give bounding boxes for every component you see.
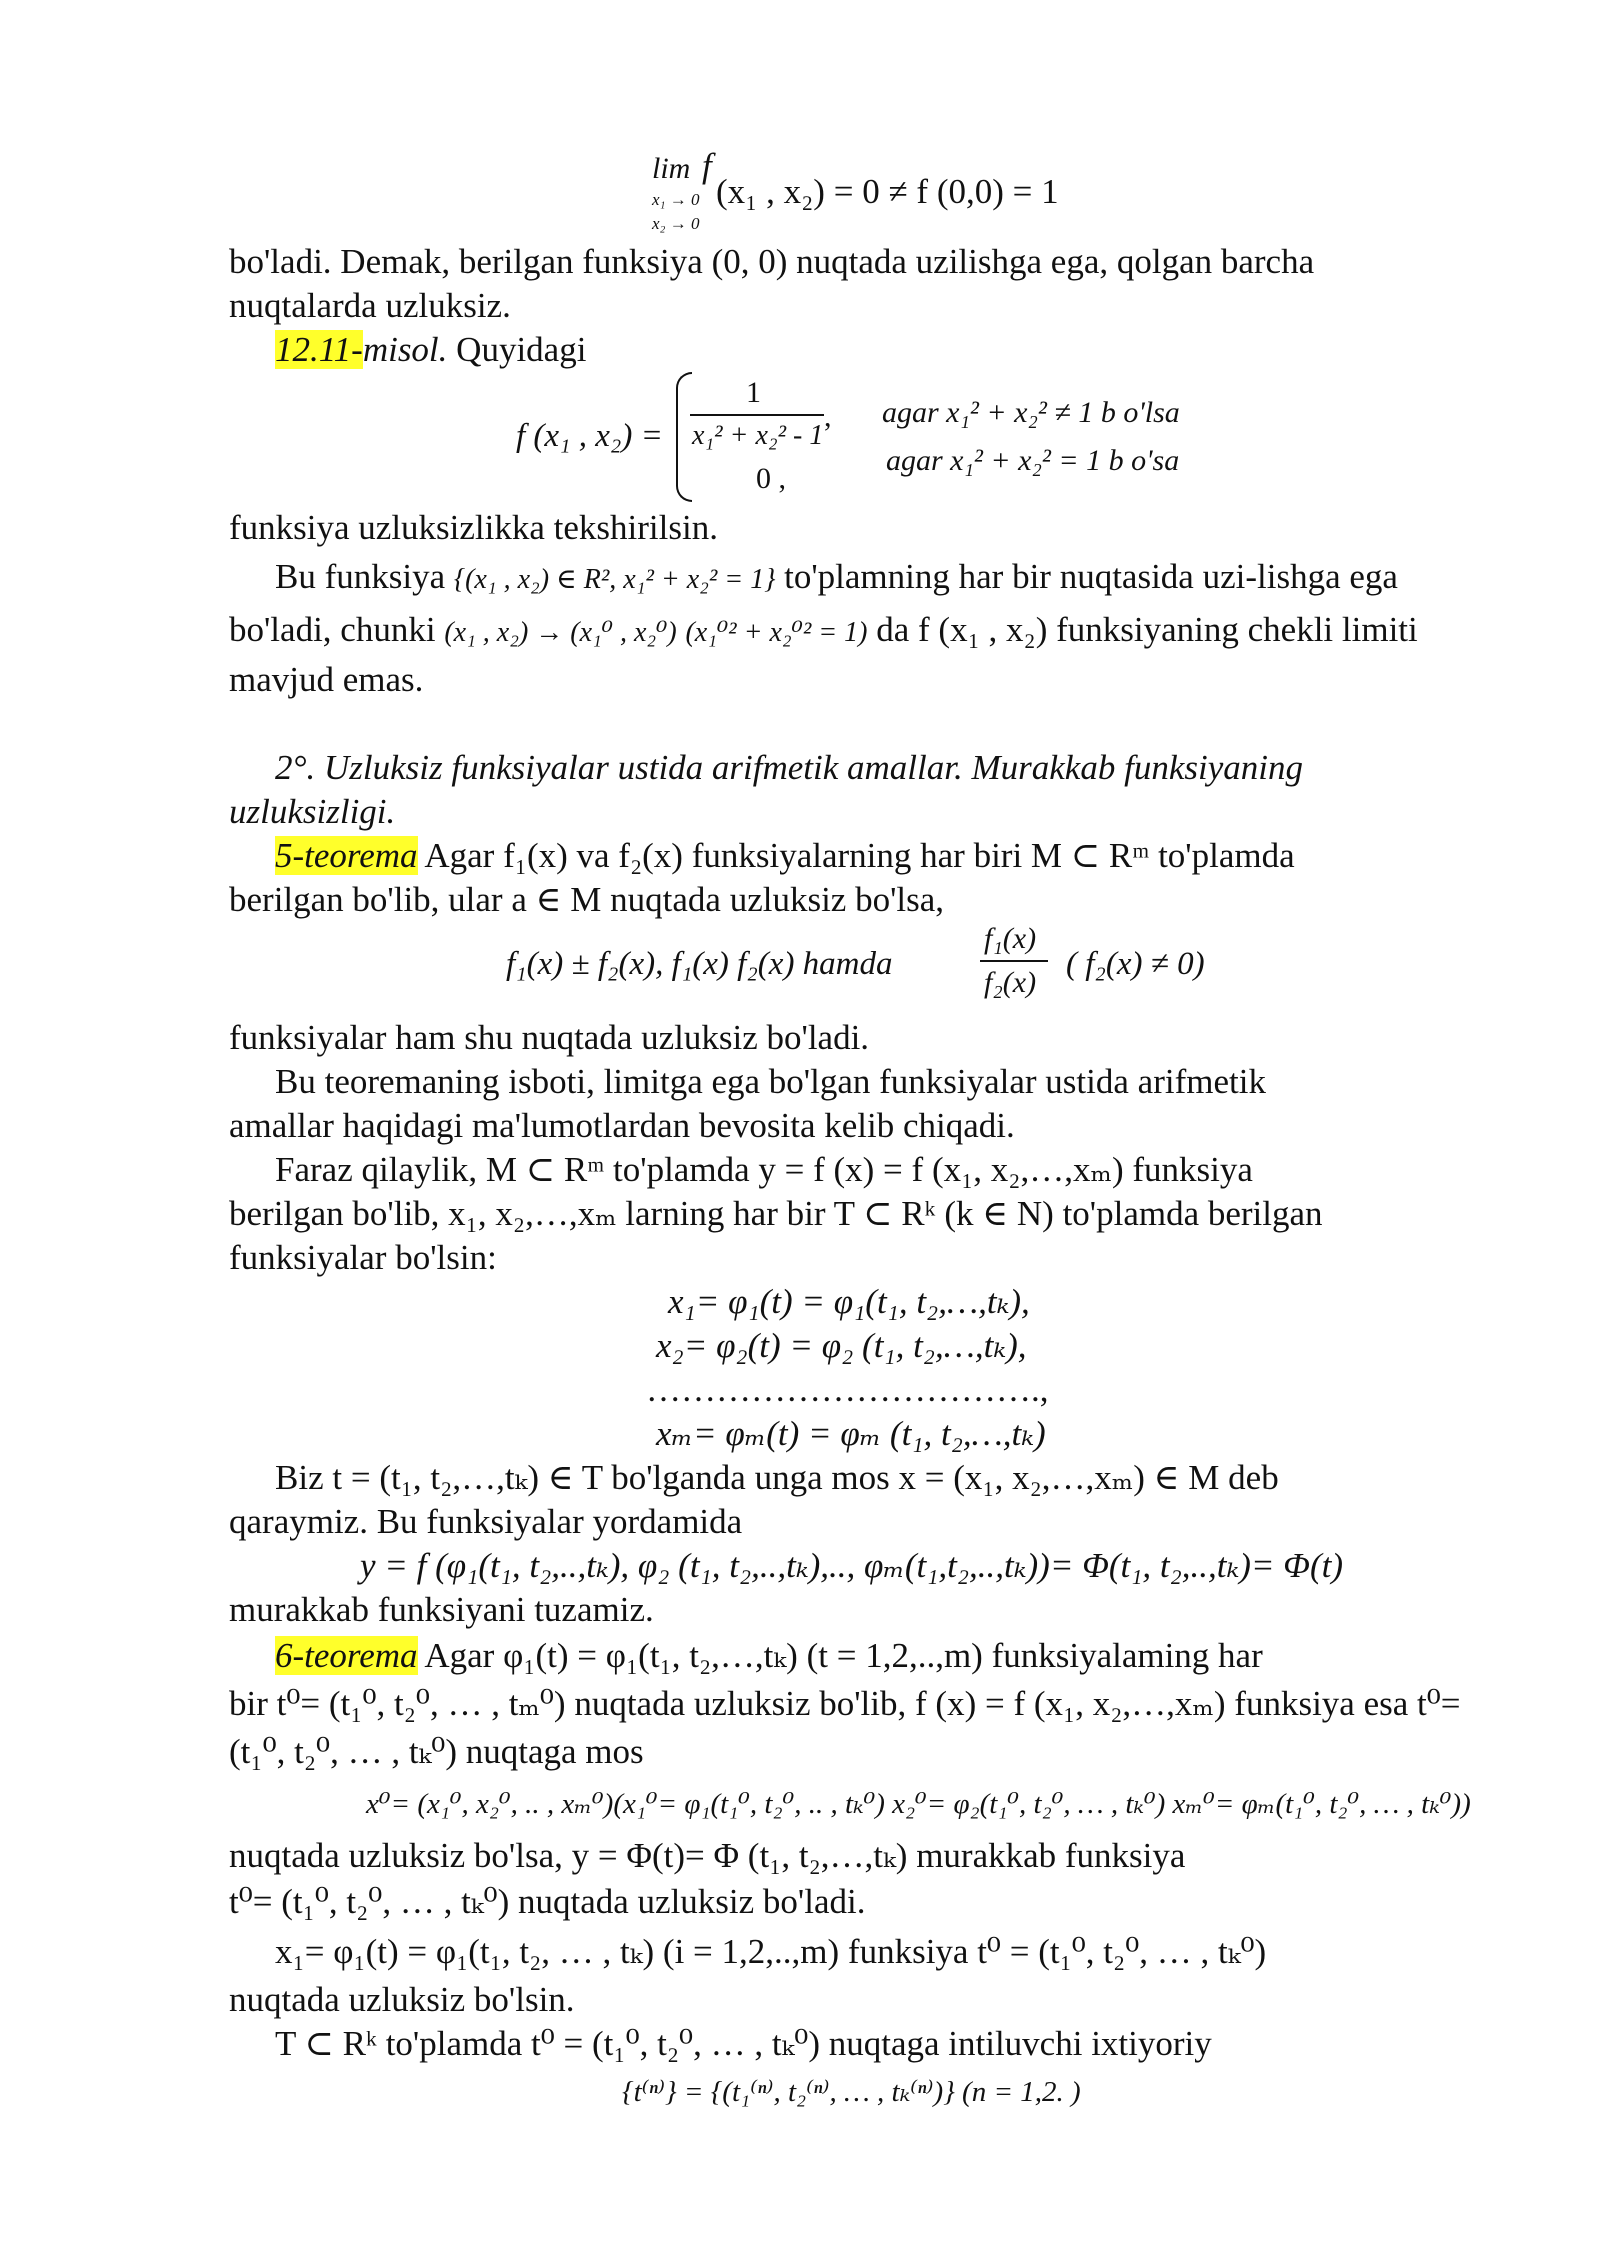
paragraph-line: x₁= φ₁(t) = φ₁(t₁, t₂, … , tₖ) (i = 1,2,..,m) funksiya t⁰ = (t₁⁰, t₂⁰, … , tₖ⁰) (275, 1932, 1267, 1971)
section-heading: uzluksizligi. (229, 792, 396, 831)
paragraph-line: nuqtalarda uzluksiz. (229, 286, 511, 325)
section-heading: 2°. Uzluksiz funksiyalar ustida arifmetik amallar. Murakkab funksiyaning (275, 748, 1303, 787)
theorem-5-line (275, 834, 1295, 878)
piecewise-condition-1: agar x₁² + x₂² ≠ 1 b o'lsa (882, 396, 1180, 429)
lim-word: lim (652, 152, 691, 185)
example-heading (275, 328, 586, 372)
paragraph-line: funksiya uzluksizlikka tekshirilsin. (229, 508, 718, 547)
lim-f: f (702, 146, 712, 185)
formula-left: f₁(x) ± f₂(x), f₁(x) f₂(x) hamda (506, 946, 893, 982)
paragraph-line (229, 608, 1418, 655)
paragraph-line: Faraz qilaylik, M ⊂ Rᵐ to'plamda y = f (x) = f (x₁, x₂,…,xₘ) funksiya (275, 1150, 1253, 1189)
theorem-6-label: 6-teorema (275, 1636, 418, 1675)
system-row: x₂= φ₂(t) = φ₂ (t₁, t₂,…,tₖ), (656, 1326, 1027, 1365)
example-label: 12.11- (275, 330, 363, 369)
text-run: Agar f₁(x) va f₂(x) funksiyalarning har biri M ⊂ Rᵐ to'plamda (424, 836, 1295, 875)
paragraph-line: bo'ladi. Demak, berilgan funksiya (0, 0) nuqtada uzilishga ega, qolgan barcha (229, 242, 1315, 281)
paragraph-line: Bu teoremaning isboti, limitga ega bo'lgan funksiyalar ustida arifmetik (275, 1062, 1266, 1101)
system-row: xₘ= φₘ(t) = φₘ (t₁, t₂,…,tₖ) (656, 1414, 1046, 1453)
piecewise-lhs: f (x₁ , x₂) = (516, 418, 663, 454)
sequence-formula: {t⁽ⁿ⁾} = {(t₁⁽ⁿ⁾, t₂⁽ⁿ⁾, … , tₖ⁽ⁿ⁾)} (n = 1,2. ) (622, 2076, 1081, 2108)
fraction-bar (980, 960, 1048, 962)
paragraph-line: qaraymiz. Bu funksiyalar yordamida (229, 1502, 743, 1541)
paragraph-line: nuqtada uzluksiz bo'lsa, y = Φ(t)= Φ (t₁, t₂,…,tₖ) murakkab funksiya (229, 1836, 1186, 1875)
condition-notation: (x₁⁰² + x₂⁰² = 1) (685, 617, 868, 648)
paragraph-line: mavjud emas. (229, 660, 424, 699)
lim-sub-1: x₁ → 0 (652, 190, 700, 209)
paragraph-line: Biz t = (t₁, t₂,…,tₖ) ∈ T bo'lganda unga mos x = (x₁, x₂,…,xₘ) ∈ M deb (275, 1458, 1279, 1497)
paragraph-line: murakkab funksiyani tuzamiz. (229, 1590, 654, 1629)
theorem-6-formula: x⁰= (x₁⁰, x₂⁰, .. , xₘ⁰)(x₁⁰= φ₁(t₁⁰, t₂⁰, .. , tₖ⁰) x₂⁰= φ₂(t₁⁰, t₂⁰, … , tₖ⁰) xₘ⁰= φₘ(t₁⁰, t₂⁰, … , tₖ⁰)) (366, 1788, 1471, 1820)
fraction-comma: , (824, 400, 832, 433)
example-text: Quyidagi (456, 330, 587, 369)
formula-right: ( f₂(x) ≠ 0) (1066, 946, 1205, 982)
paragraph-line: berilgan bo'lib, ular a ∈ M nuqtada uzluksiz bo'lsa, (229, 880, 945, 919)
piecewise-zero: 0 , (756, 462, 786, 495)
limit-notation: (x₁ , x₂) → (x₁⁰ , x₂⁰) (444, 617, 677, 648)
fraction-denominator: x₁² + x₂² - 1 (692, 420, 824, 451)
set-notation: {(x₁ , x₂) ∈ R², x₁² + x₂² = 1} (453, 564, 776, 595)
lim-args: (x₁ , x₂) = 0 ≠ f (0,0) = 1 (716, 172, 1059, 211)
text-run: Bu funksiya (275, 557, 446, 596)
paragraph-line: bir t⁰= (t₁⁰, t₂⁰, … , tₘ⁰) nuqtada uzluksiz bo'lib, f (x) = f (x₁, x₂,…,xₘ) funksiya esa t⁰= (229, 1684, 1461, 1723)
theorem-5-label: 5-teorema (275, 836, 418, 875)
text-run: da f (x₁ , x₂) funksiyaning chekli limiti (876, 610, 1418, 649)
system-row: x₁= φ₁(t) = φ₁(t₁, t₂,…,tₖ), (668, 1282, 1030, 1321)
fraction-denominator: f₂(x) (984, 966, 1037, 999)
paragraph-line (275, 555, 1398, 602)
theorem-6-line (275, 1634, 1263, 1678)
composite-formula: y = f (φ₁(t₁, t₂,..,tₖ), φ₂ (t₁, t₂,..,tₖ),.., φₘ(t₁,t₂,..,tₖ))= Φ(t₁, t₂,..,tₖ)= Φ(t) (360, 1546, 1343, 1585)
paragraph-line: amallar haqidagi ma'lumotlardan bevosita kelib chiqadi. (229, 1106, 1015, 1145)
text-run: bo'ladi, chunki (229, 610, 436, 649)
paragraph-line: funksiyalar bo'lsin: (229, 1238, 497, 1277)
text-run: Agar φ₁(t) = φ₁(t₁, t₂,…,tₖ) (t = 1,2,..,m) funksiyalaming har (424, 1636, 1263, 1675)
fraction-bar (690, 414, 824, 416)
paragraph-line: berilgan bo'lib, x₁, x₂,…,xₘ larning har bir T ⊂ Rᵏ (k ∈ N) to'plamda berilgan (229, 1194, 1323, 1233)
fraction-numerator: f₁(x) (984, 922, 1037, 955)
paragraph-line: (t₁⁰, t₂⁰, … , tₖ⁰) nuqtaga mos (229, 1732, 644, 1771)
piecewise-brace (676, 372, 692, 502)
paragraph-line: t⁰= (t₁⁰, t₂⁰, … , tₖ⁰) nuqtada uzluksiz bo'ladi. (229, 1882, 866, 1921)
piecewise-condition-2: agar x₁² + x₂² = 1 b o'sa (886, 444, 1180, 477)
paragraph-line: T ⊂ Rᵏ to'plamda t⁰ = (t₁⁰, t₂⁰, … , tₖ⁰) nuqtaga intiluvchi ixtiyoriy (275, 2024, 1212, 2063)
text-run: to'plamning har bir nuqtasida uzi-lishga ega (784, 557, 1398, 596)
paragraph-line: nuqtada uzluksiz bo'lsin. (229, 1980, 575, 2019)
fraction-numerator: 1 (746, 376, 761, 409)
example-label-suffix: misol. (362, 330, 448, 369)
paragraph-line: funksiyalar ham shu nuqtada uzluksiz bo'ladi. (229, 1018, 870, 1057)
system-row: ……………………………., (646, 1370, 1049, 1409)
lim-sub-2: x₂ → 0 (652, 214, 700, 233)
